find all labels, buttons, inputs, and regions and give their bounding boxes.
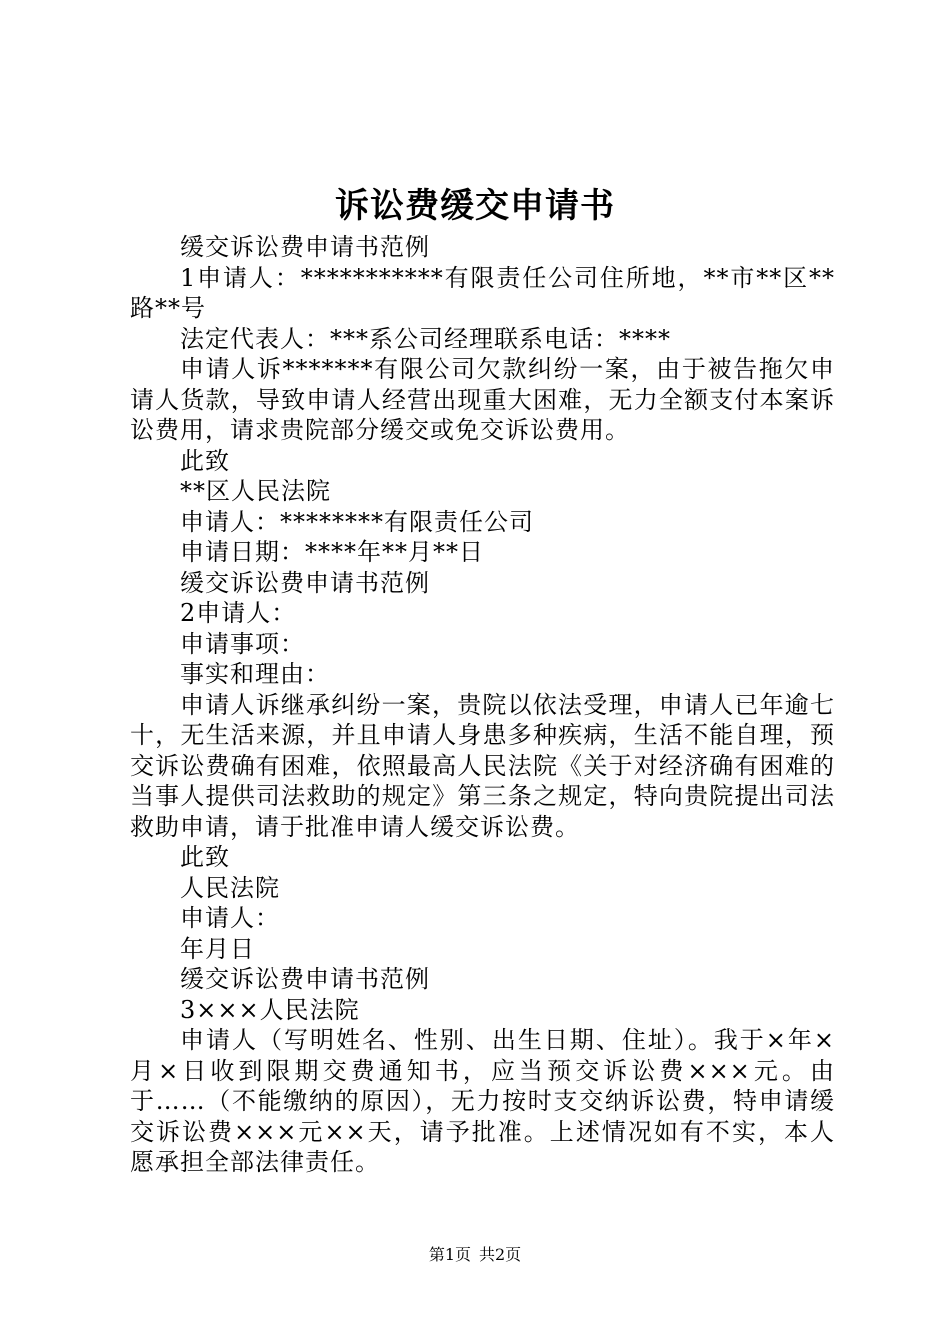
paragraph-matters: 申请事项： [180,629,305,658]
paragraph-signature-1: 申请人：********有限责任公司 [180,507,534,536]
paragraph-example-3-heading: 缓交诉讼费申请书范例 [180,965,430,993]
paragraph-request-2: 申请人诉继承纠纷一案，贵院以依法受理，申请人已年逾七十，无生活来源，并且申请人身患多种疾病，生活不能自理，预交诉讼费确有困难，依照最高人民法院《关于对经济确有困难的当事人提供司法救助的规定》第三条之规定，特向贵院提出司法救助申请，请于批准申请人缓交诉讼费。 [130,690,835,841]
paragraph-applicant-1: 1申请人：***********有限责任公司住所地，**市**区**路**号 [130,263,835,322]
paragraph-court-3: 3×××人民法院 [180,995,360,1024]
paragraph-request-1: 申请人诉*******有限公司欠款纠纷一案，由于被告拖欠申请人货款，导致申请人经营出现重大困难，无力全额支付本案诉讼费用，请求贵院部分缓交或免交诉讼费用。 [130,355,835,444]
document-title: 诉讼费缓交申请书 [335,186,615,226]
paragraph-example-2-heading: 缓交诉讼费申请书范例 [180,568,430,597]
paragraph-court-2: 人民法院 [180,873,280,902]
paragraph-signature-2: 申请人： [180,904,280,932]
paragraph-facts-heading: 事实和理由： [180,660,330,688]
page-total: 共2页 [479,1245,522,1264]
paragraph-court-1: **区人民法院 [180,477,331,505]
paragraph-example-1-heading: 缓交诉讼费申请书范例 [180,233,430,261]
document-body [130,232,835,1178]
paragraph-date-2: 年月日 [180,934,255,963]
page-number: 第1页 [428,1245,471,1264]
paragraph-request-3: 申请人（写明姓名、性别、出生日期、住址）。我于×年×月×日收到限期交费通知书，应当预交诉讼费×××元。由于……（不能缴纳的原因），无力按时支交纳诉讼费，特申请缓交诉讼费×××元××天，请予批准。上述情况如有不实，本人愿承担全部法律责任。 [130,1026,835,1176]
paragraph-applicant-2: 2申请人： [180,599,297,627]
page-footer [0,1244,950,1266]
paragraph-salutation-2: 此致 [180,843,230,871]
paragraph-salutation-1: 此致 [180,446,230,475]
paragraph-date-1: 申请日期：****年**月**日 [180,538,484,566]
paragraph-legal-representative: 法定代表人：***系公司经理联系电话：**** [180,324,671,353]
